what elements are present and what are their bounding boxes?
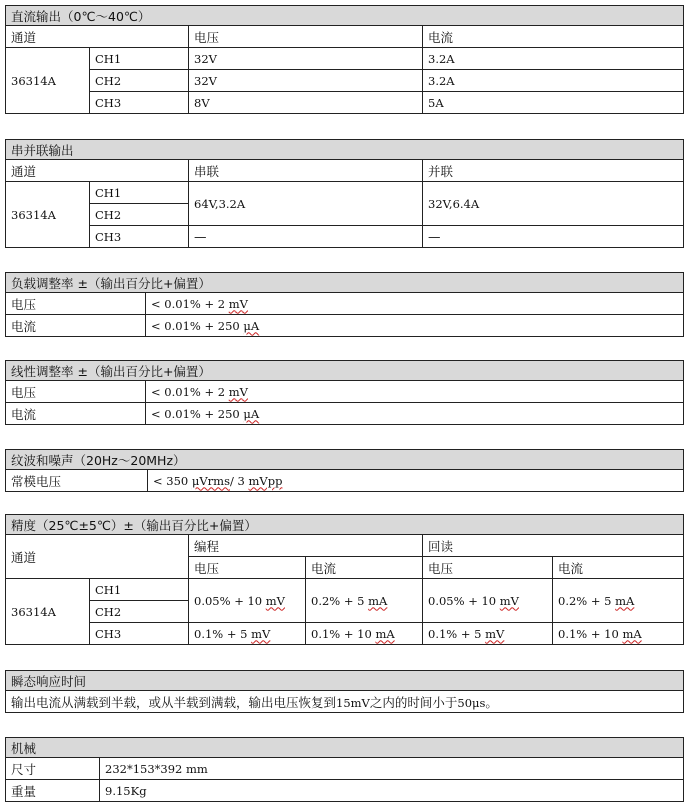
acc-ch12-prog-voltage-unit: mV — [265, 593, 285, 608]
table-row — [6, 70, 684, 92]
acc-read-voltage-header: 电压 — [423, 557, 553, 579]
dc-output-title: 直流输出（0℃～40℃） — [6, 6, 684, 26]
table-row — [6, 315, 684, 337]
acc-ch12-prog-current — [306, 579, 423, 623]
dc-header-channel: 通道 — [6, 26, 189, 48]
sp-ch2: CH2 — [90, 204, 189, 226]
acc-ch12-prog-voltage-prefix: 0.05% + 10 — [194, 593, 266, 608]
line-current-prefix: < 0.01% + 250 — [151, 406, 244, 421]
load-current-label: 电流 — [6, 315, 146, 337]
line-voltage-unit: mV — [228, 384, 248, 399]
dc-ch2-voltage: 32V — [189, 70, 423, 92]
transient-title: 瞬态响应时间 — [6, 671, 684, 691]
acc-ch12-prog-current-unit: mA — [368, 593, 388, 608]
ripple-label: 常模电压 — [6, 470, 148, 492]
acc-ch3-prog-current — [306, 623, 423, 645]
dc-model: 36314A — [6, 48, 90, 114]
acc-model: 36314A — [6, 579, 90, 645]
accuracy-title: 精度（25℃±5℃）±（输出百分比+偏置） — [6, 515, 684, 535]
ripple-title: 纹波和噪声（20Hz～20MHz） — [6, 450, 684, 470]
load-voltage-unit: mV — [228, 296, 248, 311]
size-label: 尺寸 — [6, 758, 100, 780]
acc-header-channel: 通道 — [6, 535, 189, 579]
acc-ch2: CH2 — [90, 601, 189, 623]
series-parallel-title: 串并联输出 — [6, 140, 684, 160]
weight-label: 重量 — [6, 780, 100, 802]
table-row — [6, 691, 684, 713]
sp-ch3-series: — — [189, 226, 423, 248]
sp-ch3: CH3 — [90, 226, 189, 248]
transient-text-b: 15mV — [336, 695, 370, 710]
dc-header-voltage: 电压 — [189, 26, 423, 48]
table-row — [6, 470, 684, 492]
acc-ch1: CH1 — [90, 579, 189, 601]
table-row — [6, 381, 684, 403]
dc-ch2-current: 3.2A — [423, 70, 684, 92]
sp-header-parallel: 并联 — [423, 160, 684, 182]
transient-text-e: 。 — [485, 694, 498, 710]
acc-read-current-header: 电流 — [553, 557, 684, 579]
dc-ch1-current: 3.2A — [423, 48, 684, 70]
dc-output-table — [5, 5, 684, 114]
acc-ch12-prog-current-prefix: 0.2% + 5 — [311, 593, 369, 608]
mechanical-title: 机械 — [6, 738, 684, 758]
load-regulation-table — [5, 272, 684, 337]
line-current-value — [146, 403, 684, 425]
accuracy-table — [5, 514, 684, 645]
acc-ch12-read-voltage — [423, 579, 553, 623]
load-voltage-value — [146, 293, 684, 315]
acc-ch12-read-current — [553, 579, 684, 623]
load-voltage-label: 电压 — [6, 293, 146, 315]
dc-ch2: CH2 — [90, 70, 189, 92]
acc-ch12-read-voltage-unit: mV — [499, 593, 519, 608]
dc-header-current: 电流 — [423, 26, 684, 48]
ripple-unit-pp: mVpp — [248, 473, 283, 488]
dc-ch1-voltage: 32V — [189, 48, 423, 70]
transient-text — [6, 691, 684, 713]
table-row — [6, 758, 684, 780]
transient-text-a: 输出电流从满载到半载，或从半载到满载，输出电压恢复到 — [11, 694, 337, 710]
mechanical-table — [5, 737, 684, 802]
acc-ch3-prog-voltage — [189, 623, 306, 645]
ripple-mid: / 3 — [230, 473, 249, 488]
table-row — [6, 226, 684, 248]
dc-ch3-voltage: 8V — [189, 92, 423, 114]
sp-ch1: CH1 — [90, 182, 189, 204]
ripple-value — [148, 470, 684, 492]
table-row — [6, 92, 684, 114]
series-parallel-table — [5, 139, 684, 248]
load-current-value — [146, 315, 684, 337]
acc-ch3-prog-voltage-unit: mV — [251, 626, 271, 641]
acc-header-prog: 编程 — [189, 535, 423, 557]
acc-ch3-read-voltage-unit: mV — [485, 626, 505, 641]
size-value: 232*153*392 mm — [100, 758, 684, 780]
load-regulation-title: 负载调整率 ±（输出百分比+偏置） — [6, 273, 684, 293]
dc-ch1: CH1 — [90, 48, 189, 70]
ripple-table — [5, 449, 684, 492]
line-current-label: 电流 — [6, 403, 146, 425]
table-row — [6, 623, 684, 645]
line-regulation-title: 线性调整率 ±（输出百分比+偏置） — [6, 361, 684, 381]
transient-text-c: 之内的时间小于 — [369, 694, 458, 710]
weight-value: 9.15Kg — [100, 780, 684, 802]
dc-ch3-current: 5A — [423, 92, 684, 114]
acc-ch3: CH3 — [90, 623, 189, 645]
table-row — [6, 579, 684, 601]
sp-model: 36314A — [6, 182, 90, 248]
table-row — [6, 293, 684, 315]
acc-ch3-read-voltage-prefix: 0.1% + 5 — [428, 626, 486, 641]
line-voltage-label: 电压 — [6, 381, 146, 403]
table-row — [6, 780, 684, 802]
acc-ch12-read-current-prefix: 0.2% + 5 — [558, 593, 616, 608]
table-row — [6, 48, 684, 70]
acc-ch12-prog-voltage — [189, 579, 306, 623]
sp-ch12-series: 64V,3.2A — [189, 182, 423, 226]
line-regulation-table — [5, 360, 684, 425]
acc-ch12-read-voltage-prefix: 0.05% + 10 — [428, 593, 500, 608]
acc-ch3-read-current — [553, 623, 684, 645]
line-current-unit: μA — [243, 406, 260, 421]
acc-header-readback: 回读 — [423, 535, 684, 557]
sp-ch12-parallel: 32V,6.4A — [423, 182, 684, 226]
acc-prog-current-header: 电流 — [306, 557, 423, 579]
ripple-prefix: < 350 — [153, 473, 192, 488]
acc-ch3-read-voltage — [423, 623, 553, 645]
acc-ch3-read-current-prefix: 0.1% + 10 — [558, 626, 623, 641]
acc-ch3-prog-voltage-prefix: 0.1% + 5 — [194, 626, 252, 641]
table-row — [6, 182, 684, 204]
acc-ch3-prog-current-prefix: 0.1% + 10 — [311, 626, 376, 641]
transient-table — [5, 670, 684, 713]
acc-ch3-prog-current-unit: mA — [375, 626, 395, 641]
load-current-prefix: < 0.01% + 250 — [151, 318, 244, 333]
acc-ch3-read-current-unit: mA — [622, 626, 642, 641]
load-voltage-prefix: < 0.01% + 2 — [151, 296, 229, 311]
load-current-unit: μA — [243, 318, 260, 333]
dc-ch3: CH3 — [90, 92, 189, 114]
ripple-unit-rms: μVrms — [191, 473, 230, 488]
transient-text-d: 50μs — [457, 695, 486, 710]
sp-ch3-parallel: — — [423, 226, 684, 248]
sp-header-series: 串联 — [189, 160, 423, 182]
line-voltage-value — [146, 381, 684, 403]
line-voltage-prefix: < 0.01% + 2 — [151, 384, 229, 399]
table-row — [6, 403, 684, 425]
acc-ch12-read-current-unit: mA — [615, 593, 635, 608]
sp-header-channel: 通道 — [6, 160, 189, 182]
acc-prog-voltage-header: 电压 — [189, 557, 306, 579]
